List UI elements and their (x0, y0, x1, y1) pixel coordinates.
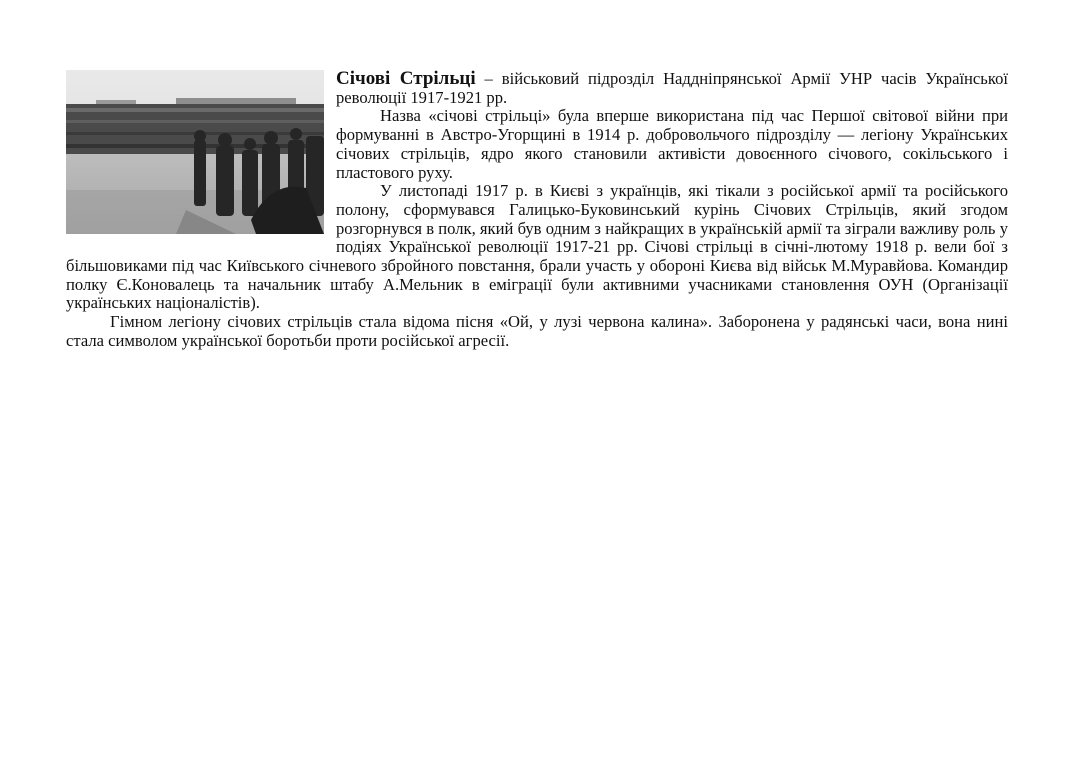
article-body (66, 70, 1008, 351)
article-title-term: Січові Стрільці (336, 68, 476, 89)
historical-photo (66, 70, 324, 234)
intro-definition: – військовий підрозділ Наддніпрянської Армії УНР часів Української революції 1917-1921 рр. (336, 69, 1008, 107)
paragraph-kyiv-kurin: У листопаді 1917 р. в Києві з українців, які тікали з російської армії та російського полону, сформувався Галицько-Буковинський курінь Січових Стрільців, який згодом розгорнувся в полк, який був одним з найкращих в українській армії та зіграли важливу роль у подіях Української революції 1917-21 рр. Січові стрільці в січні-лютому 1918 р. вели бої з більшовиками під час Київського січневого збройного повстання, брали участь у обороні Києва від військ М.Муравйова. Командир полку Є.Коновалець та начальник штабу А.Мельник в еміграції були активними учасниками становлення ОУН (Організації українських націоналістів). (66, 181, 1008, 313)
paragraph-name-origin: Назва «січові стрільці» була вперше використана під час Першої світової війни при формуванні в Австро-Угорщині в 1914 р. добровольчого підрозділу — легіону Українських січових стрільців, ядро якого становили активісти довоєнного січового, сокільського і пластового руху. (336, 106, 1008, 182)
paragraph-anthem: Гімном легіону січових стрільців стала відома пісня «Ой, у лузі червона калина». Заборонена у радянські часи, вона нині стала символом української боротьби проти російської агресії. (66, 312, 1008, 350)
